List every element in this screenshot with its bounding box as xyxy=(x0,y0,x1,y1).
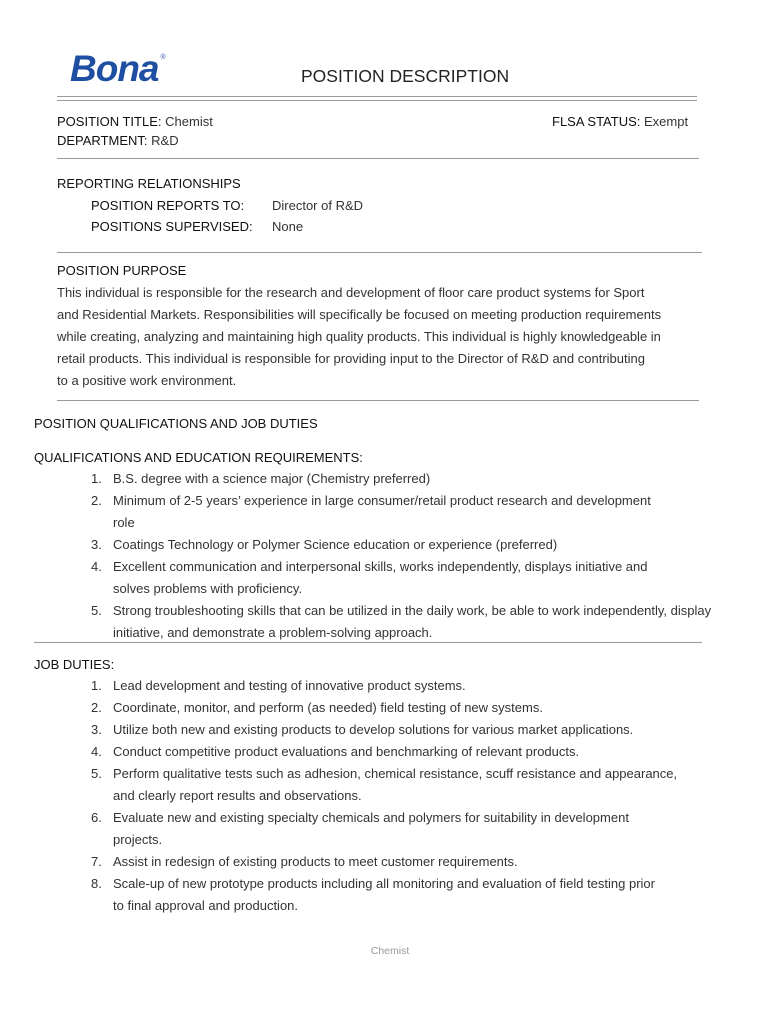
list-item xyxy=(57,556,770,600)
divider-1 xyxy=(57,158,699,159)
item-number: 2. xyxy=(91,700,102,715)
list-item xyxy=(57,763,770,807)
page-title: POSITION DESCRIPTION xyxy=(301,66,510,86)
position-title-row xyxy=(57,114,213,129)
item-line: Assist in redesign of existing products to meet customer requirements. xyxy=(113,854,518,869)
item-line: B.S. degree with a science major (Chemistry preferred) xyxy=(113,471,431,486)
purpose-paragraph xyxy=(57,282,707,392)
item-number: 3. xyxy=(91,537,102,552)
item-line: Minimum of 2-5 years’ experience in large consumer/retail product research and development xyxy=(113,493,651,508)
purpose-line: This individual is responsible for the research and development of floor care product systems for Sport xyxy=(57,285,645,300)
purpose-line: while creating, analyzing and maintaining high quality products. This individual is highly knowledgeable in xyxy=(57,329,661,344)
flsa-status-row xyxy=(552,114,688,129)
item-number: 5. xyxy=(91,766,102,781)
item-line: Coatings Technology or Polymer Science education or experience (preferred) xyxy=(113,537,558,552)
item-line: Strong troubleshooting skills that can be utilized in the daily work, be able to work independently, display xyxy=(113,603,712,618)
qualifications-list xyxy=(57,468,770,644)
item-number: 1. xyxy=(91,678,102,693)
list-item xyxy=(57,675,770,697)
item-line: solves problems with proficiency. xyxy=(113,581,303,596)
list-item xyxy=(57,490,770,534)
item-line: Lead development and testing of innovative product systems. xyxy=(113,678,466,693)
purpose-heading: POSITION PURPOSE xyxy=(57,263,187,278)
reporting-heading: REPORTING RELATIONSHIPS xyxy=(57,176,241,191)
item-line: Coordinate, monitor, and perform (as needed) field testing of new systems. xyxy=(113,700,543,715)
list-item xyxy=(57,851,770,873)
item-line: initiative, and demonstrate a problem-solving approach. xyxy=(113,625,433,640)
position-title-value: Chemist xyxy=(165,114,213,129)
item-number: 4. xyxy=(91,559,102,574)
item-number: 1. xyxy=(91,471,102,486)
purpose-line: to a positive work environment. xyxy=(57,373,237,388)
item-number: 2. xyxy=(91,493,102,508)
item-number: 8. xyxy=(91,876,102,891)
purpose-line: and Residential Markets. Responsibilities will specifically be focused on meeting production requirements xyxy=(57,307,662,322)
flsa-status-value: Exempt xyxy=(644,114,689,129)
bona-logo xyxy=(70,48,163,90)
page-footer: Chemist xyxy=(370,945,410,957)
header-rule-bottom xyxy=(57,100,697,101)
list-item xyxy=(57,719,770,741)
divider-4 xyxy=(34,642,702,643)
item-line: Evaluate new and existing specialty chemicals and polymers for suitability in development xyxy=(113,810,629,825)
purpose-line: retail products. This individual is responsible for providing input to the Director of R&D and contributing xyxy=(57,351,645,366)
logo-text: Bona xyxy=(70,48,159,89)
item-number: 4. xyxy=(91,744,102,759)
item-line: and clearly report results and observations. xyxy=(113,788,362,803)
item-line: Perform qualitative tests such as adhesion, chemical resistance, scuff resistance and appearance, xyxy=(113,766,678,781)
list-item xyxy=(57,534,770,556)
item-line: role xyxy=(113,515,135,530)
supervised-value: None xyxy=(272,219,304,234)
flsa-status-label: FLSA STATUS: xyxy=(552,114,641,129)
item-number: 7. xyxy=(91,854,102,869)
list-item xyxy=(57,807,770,851)
list-item xyxy=(57,873,770,917)
item-line: Utilize both new and existing products to develop solutions for various market applications. xyxy=(113,722,634,737)
item-line: Conduct competitive product evaluations and benchmarking of relevant products. xyxy=(113,744,580,759)
reports-to-label: POSITION REPORTS TO: xyxy=(91,198,245,213)
reports-to-value: Director of R&D xyxy=(272,198,364,213)
divider-2 xyxy=(57,252,702,253)
list-item xyxy=(57,741,770,763)
item-number: 3. xyxy=(91,722,102,737)
job-duties-list xyxy=(57,675,770,917)
supervised-label: POSITIONS SUPERVISED: xyxy=(91,219,253,234)
item-line: Scale-up of new prototype products including all monitoring and evaluation of field testing prior xyxy=(113,876,655,891)
item-line: projects. xyxy=(113,832,163,847)
qualifications-heading: QUALIFICATIONS AND EDUCATION REQUIREMENTS: xyxy=(34,450,363,465)
department-label: DEPARTMENT: xyxy=(57,133,148,148)
registered-mark: ® xyxy=(160,54,165,61)
item-number: 5. xyxy=(91,603,102,618)
list-item xyxy=(57,697,770,719)
job-duties-heading: JOB DUTIES: xyxy=(34,657,115,672)
header-rule-top xyxy=(57,96,697,97)
item-line: Excellent communication and interpersonal skills, works independently, displays initiative and xyxy=(113,559,648,574)
qualifications-duties-heading: POSITION QUALIFICATIONS AND JOB DUTIES xyxy=(34,416,318,431)
department-row xyxy=(57,133,179,148)
item-number: 6. xyxy=(91,810,102,825)
department-value: R&D xyxy=(151,133,179,148)
item-line: to final approval and production. xyxy=(113,898,299,913)
list-item xyxy=(57,600,770,644)
position-title-label: POSITION TITLE: xyxy=(57,114,162,129)
list-item xyxy=(57,468,770,490)
divider-3 xyxy=(57,400,699,401)
